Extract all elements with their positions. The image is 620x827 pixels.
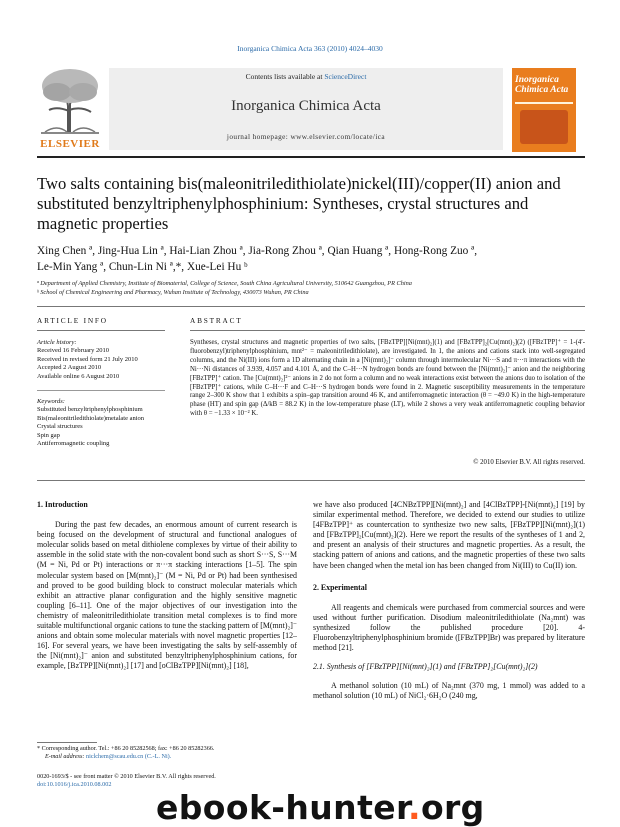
affiliation-b: ᵇ School of Chemical Engineering and Pharmacy, Wuhan Institute of Technology, 430073 Wuhan, PR China (37, 289, 309, 296)
elsevier-tree-icon (37, 66, 103, 136)
journal-cover (512, 68, 576, 152)
keyword: Bis(maleonitriledithiolate)metalate anion (37, 414, 145, 422)
article-title: Two salts containing bis(maleonitriledithiolate)nickel(III)/copper(II) anion and substituted benzyltriphenylphosphinium: Syntheses, crystal structures and magnetic properties (37, 174, 561, 233)
email-link[interactable]: niclchem@scau.edu.cn (C.-L. Ni). (86, 753, 172, 760)
journal-name: Inorganica Chimica Acta (231, 98, 381, 114)
introduction-continuation: we have also produced [4CNBzTPP][Ni(mnt)₂] and [4ClBzTPP]-[Ni(mnt)₂] [19] by similar experimental method. Therefore, we decided to extend our studies to utilize [4FBzTPP]⁺ as countercation to synthesize two new salts, [FBzTPP][Ni(mnt)₂](1) and [FBzTPP]₂[Cu(mnt)₂](2). Here we report the results of the syntheses of 1 and 2, and present an analysis of their structures and magnetic properties. As a result, the stacking pattern of anions and cations, and the magnetic properties of these two salts have been changed when the metal ion has been changed from Ni(III) to Cu(II) ion. (313, 500, 585, 570)
affiliations (37, 279, 585, 297)
authors-line-1: Xing Chen ª, Jing-Hua Lin ª, Hai-Lian Zhou ª, Jia-Rong Zhou ª, Qian Huang ª, Hong-Rong Zuo ª, (37, 245, 478, 257)
issn-block (37, 773, 337, 789)
history-item: Received 16 February 2010 (37, 347, 110, 355)
abstract-heading: ABSTRACT (190, 316, 243, 325)
watermark-dot: . (408, 788, 421, 827)
keyword: Spin gap (37, 431, 60, 439)
watermark-part-1: ebook-hunter (156, 788, 408, 827)
article-info-panel (37, 339, 165, 448)
elsevier-wordmark: ELSEVIER (40, 138, 100, 150)
email-line (37, 753, 297, 761)
copyright-notice: © 2010 Elsevier B.V. All rights reserved. (473, 459, 585, 466)
journal-banner (37, 60, 585, 154)
cover-strip (515, 102, 573, 104)
cover-title: Inorganica Chimica Acta (515, 75, 569, 95)
doi-link[interactable]: doi:10.1016/j.ica.2010.08.002 (37, 781, 112, 788)
affiliation-a: ª Department of Applied Chemistry, Institute of Biomaterial, College of Science, South China Agricultural University, 510642 Guangzhou, PR China (37, 280, 412, 287)
banner-center (109, 68, 503, 150)
watermark-part-2: org (420, 788, 485, 827)
keywords-label: Keywords: (37, 398, 65, 406)
header-divider (37, 156, 585, 158)
synthesis-subheading: 2.1. Synthesis of [FBzTPP][Ni(mnt)₂](1) and [FBzTPP]₂[Cu(mnt)₂](2) (313, 662, 538, 672)
journal-citation[interactable]: Inorganica Chimica Acta 363 (2010) 4024–4030 (237, 44, 383, 53)
history-item: Available online 6 August 2010 (37, 372, 120, 380)
history-item: Received in revised form 21 July 2010 (37, 355, 138, 363)
issn-line: 0020-1693/$ - see front matter © 2010 Elsevier B.V. All rights reserved. (37, 773, 216, 780)
abstract-bottom-divider (37, 480, 585, 481)
info-inner-divider (37, 381, 165, 391)
affiliation-divider (37, 306, 585, 307)
article-info-heading: ARTICLE INFO (37, 316, 108, 325)
info-divider (37, 330, 165, 331)
keyword: Antiferromagnetic coupling (37, 440, 110, 448)
synthesis-paragraph: A methanol solution (10 mL) of Na₂mnt (370 mg, 1 mmol) was added to a methanol solution (10 mL) of NiCl₂·6H₂O (240 mg, (313, 681, 585, 701)
authors-line-2: Le-Min Yang ª, Chun-Lin Ni ª,*, Xue-Lei Hu ᵇ (37, 261, 248, 273)
elsevier-logo (37, 66, 103, 150)
left-column (37, 500, 297, 672)
introduction-heading: 1. Introduction (37, 500, 88, 509)
footnote-divider (37, 742, 97, 743)
footnote (37, 745, 297, 761)
abstract-text: Syntheses, crystal structures and magnetic properties of two salts, [FBzTPP][Ni(mnt)₂](1) and [FBzTPP]₂[Cu(mnt)₂](2) ([FBzTPP]⁺ = 1-(4′-fluorobenzyl)triphenylphosphinium, mnt²⁻ = maleonitriledithiolate), are investigated. In 1, the anions and cations stack into well-segregated columns, and the Ni(III) ions form a 1D alternating chain in a [Ni(mnt)₂]⁻ column through intermolecular Ni···S and π···π interactions with the Ni···Ni distances of 3.939, 4.057 and 4.101 Å, and the C–H···N hydrogen bonds are found between the [Ni(mnt)₂]⁻ anion and the neighboring [FBzTPP]⁺ cation. The [Cu(mnt)₂]²⁻ anions in 2 do not form a column and no weak interactions exist between the anions duo to isolation of the [FBzTPP]⁺ cations, while C–H···F and C–H···S hydrogen bonds were found in 2. Magnetic susceptibility measurements in the temperature range 2–300 K show that 1 exhibits a spin–gap transition around 46 K, and antiferromagnetic interaction (θ = −49.0 K) in the high-temperature phase (HT) and spin gap (Δ/kB = 88.2 K) in the low-temperature phase (LT), while 2 shows a very weak antiferromagnetic coupling behavior with θ = −1.33 × 10⁻² K. (190, 339, 585, 418)
contents-prefix: Contents lists available at (245, 72, 325, 81)
sciencedirect-link[interactable]: ScienceDirect (324, 72, 367, 81)
experimental-paragraph: All reagents and chemicals were purchased from commercial sources and were used without further purification. Disodium maleonitriledithiolate (Na₂mnt) was synthesized follow the published procedure [20]. 4-Fluorobenzyltriphenylphosphinium bromide ([FBzTPP]Br) was prepared by literature method [21]. (313, 602, 585, 653)
keyword: Crystal structures (37, 423, 83, 431)
abstract-divider (190, 330, 585, 331)
history-label: Article history: (37, 339, 77, 346)
keyword: Substituted benzyltriphenylphosphinium (37, 406, 143, 414)
history-item: Accepted 2 August 2010 (37, 364, 102, 372)
experimental-heading: 2. Experimental (313, 582, 367, 592)
cover-art (520, 110, 568, 144)
email-label: E-mail address: (45, 753, 87, 760)
right-column (313, 500, 585, 702)
corresponding-author: * Corresponding author. Tel.: +86 20 85282568; fax: +86 20 85282366. (37, 745, 215, 752)
contents-line (109, 72, 503, 81)
author-list (37, 243, 585, 275)
introduction-paragraph: During the past few decades, an enormous amount of current research is being focused on the development of structural and functional analogues of molecular solids based on metal dithiolene complexes by virtue of their ability to assemble in the solid state with the non-covalent bond such as short S···S, S···M (M = Ni, Pd or Pt) interactions or π···π stacking interactions [1–5]. The spin molecular system based on [M(mnt)₂]⁻ (M = Ni, Pd or Pt) had been synthesised and proved to be good building block to construct molecular materials which exhibit an attractive planar configuration and the highly sensitive magnetic coupling [6–11]. One of the major objectives of our investigation into the chemistry of maleonitriledithiolate transition metal complexes is to find more suitable multifunctional organic cations to tune the stacking pattern of [M(mnt)₂]⁻ anions and obtain some molecular materials with novel magnetic properties [12–16]. For several years, we have been investigating the salts by self-assembly of the [Ni(mnt)₂]⁻ anion and substituted benzyltriphenylphosphinium cations, for example, [BzTPP][Ni(mnt)₂] [17] and [oClBzTPP][Ni(mnt)₂] [18], (37, 520, 297, 671)
watermark (156, 788, 485, 827)
journal-homepage[interactable]: journal homepage: www.elsevier.com/locate/ica (226, 132, 386, 141)
